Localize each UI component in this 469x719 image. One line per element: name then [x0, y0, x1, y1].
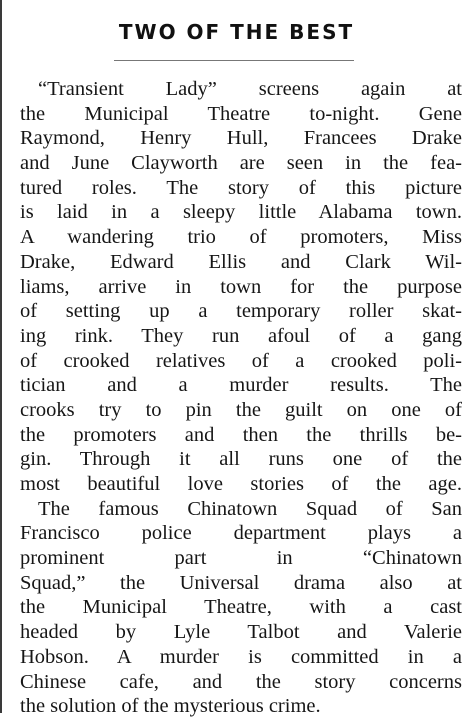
- article-line: the Municipal Theatre, with a cast: [20, 596, 462, 619]
- article-line: most beautiful love stories of the age.: [20, 473, 462, 495]
- article-line: and June Clayworth are seen in the fea-: [20, 152, 462, 175]
- article-line: The famous Chinatown Squad of San: [38, 497, 462, 520]
- headline-divider: [114, 60, 354, 61]
- article-line: Chinese cafe, and the story concerns: [20, 670, 462, 693]
- article-line: prominent part in “Chinatown: [20, 547, 462, 570]
- article-line: tician and a murder results. The: [20, 374, 462, 397]
- article-body: [20, 77, 462, 719]
- article-line: Hobson. A murder is committed in a: [20, 645, 462, 668]
- article-line: gin. Through it all runs one of the: [20, 448, 462, 471]
- article-line: headed by Lyle Talbot and Valerie: [20, 621, 462, 644]
- article-line: the Municipal Theatre to-night. Gene: [20, 102, 462, 125]
- article-line: Squad,” the Universal drama also at: [20, 571, 462, 594]
- article-line: Francisco police department plays a: [20, 522, 462, 545]
- article-line: crooks try to pin the guilt on one of: [20, 398, 462, 421]
- article-line: tured roles. The story of this picture: [20, 176, 462, 199]
- article-line: the solution of the mysterious crime.: [20, 695, 321, 718]
- article-line: of crooked relatives of a crooked poli-: [20, 349, 462, 372]
- article-line: A wandering trio of promoters, Miss: [20, 226, 462, 249]
- article-line: of setting up a temporary roller skat-: [20, 300, 462, 323]
- article-line: liams, arrive in town for the purpose: [20, 275, 462, 298]
- article-line: is laid in a sleepy little Alabama town.: [20, 201, 462, 224]
- headline: TWO OF THE BEST: [118, 20, 355, 44]
- article-line: Raymond, Henry Hull, Francees Drake: [20, 127, 462, 150]
- article-line: the promoters and then the thrills be-: [20, 423, 462, 446]
- article-line: Drake, Edward Ellis and Clark Wil-: [20, 250, 462, 273]
- article-line: ing rink. They run afoul of a gang: [20, 324, 462, 347]
- article-line: “Transient Lady” screens again at: [38, 78, 462, 100]
